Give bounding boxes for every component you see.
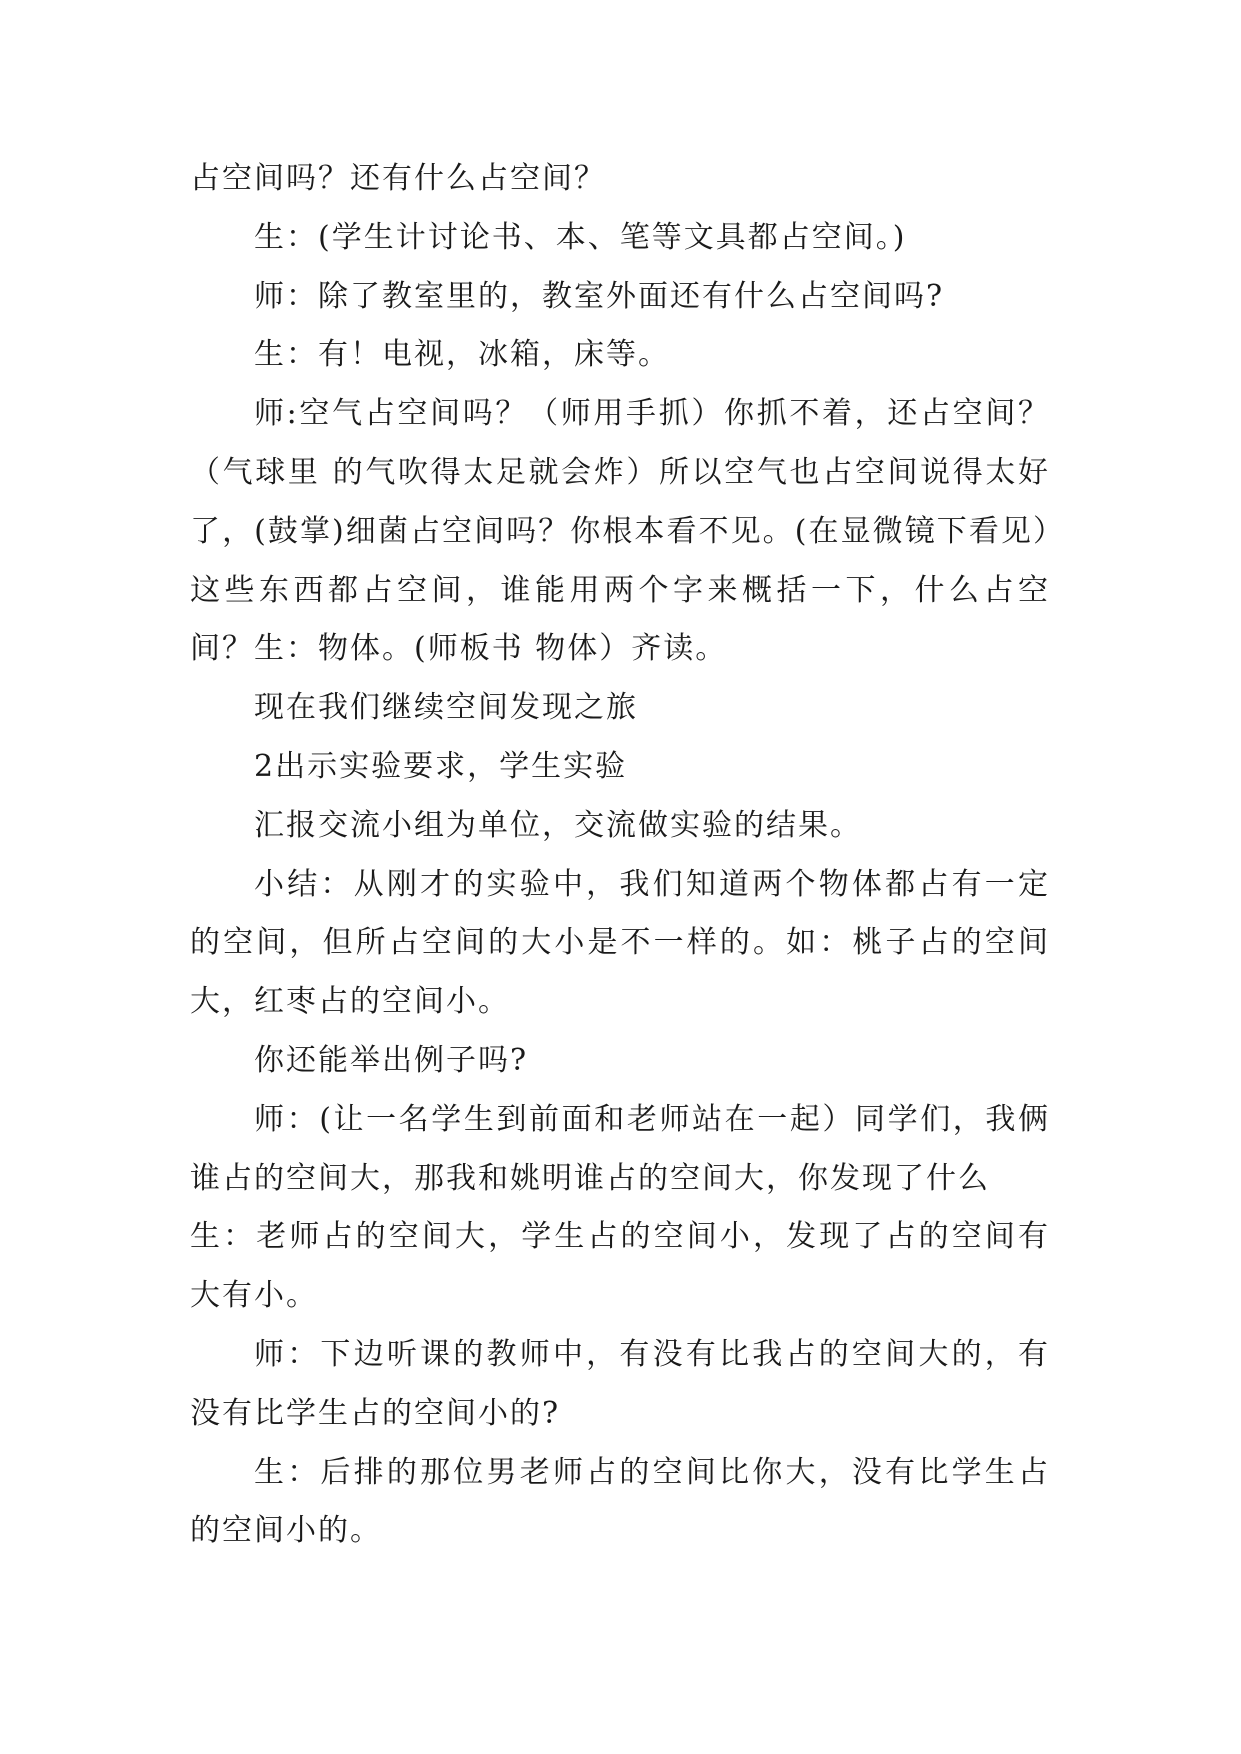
paragraph-14: 生：后排的那位男老师占的空间比你大，没有比学生占的空间小的。: [190, 1454, 1050, 1549]
paragraph-8: 汇报交流小组为单位，交流做实验的结果。: [254, 807, 862, 843]
paragraph-9: 小结：从刚才的实验中，我们知道两个物体都占有一定的空间，但所占空间的大小是不一样的。如：桃子占的空间大，红枣占的空间小。: [190, 866, 1050, 1020]
paragraph-4: 生：有！电视，冰箱，床等。: [254, 337, 670, 373]
paragraph-2: 生：(学生计讨论书、本、笔等文具都占空间。): [254, 219, 907, 255]
paragraph-1: 占空间吗？还有什么占空间？: [190, 161, 606, 196]
paragraph-6: 现在我们继续空间发现之旅: [254, 690, 638, 726]
paragraph-10: 你还能举出例子吗?: [254, 1042, 529, 1078]
paragraph-5: 师:空气占空间吗？（师用手抓）你抓不着，还占空间？（气球里 的气吹得太足就会炸）所以空气也占空间说得太好了，(鼓掌)细菌占空间吗？你根本看不见。(在显微镜下看见）这些东西都占空间，谁能用两个字来概括一下，什么占空间？生：物体。(师板书 物体）齐读。: [190, 396, 1050, 667]
paragraph-7: 2出示实验要求，学生实验: [254, 748, 628, 784]
paragraph-12: 生：老师占的空间大，学生占的空间小，发现了占的空间有大有小。: [190, 1219, 1050, 1314]
document-page: [190, 150, 1050, 1561]
paragraph-11: 师：(让一名学生到前面和老师站在一起）同学们，我俩谁占的空间大，那我和姚明谁占的空间大，你发现了什么: [190, 1101, 1050, 1196]
paragraph-3: 师：除了教室里的，教室外面还有什么占空间吗?: [254, 278, 945, 314]
paragraph-13: 师：下边听课的教师中，有没有比我占的空间大的，有没有比学生占的空间小的?: [190, 1336, 1050, 1431]
